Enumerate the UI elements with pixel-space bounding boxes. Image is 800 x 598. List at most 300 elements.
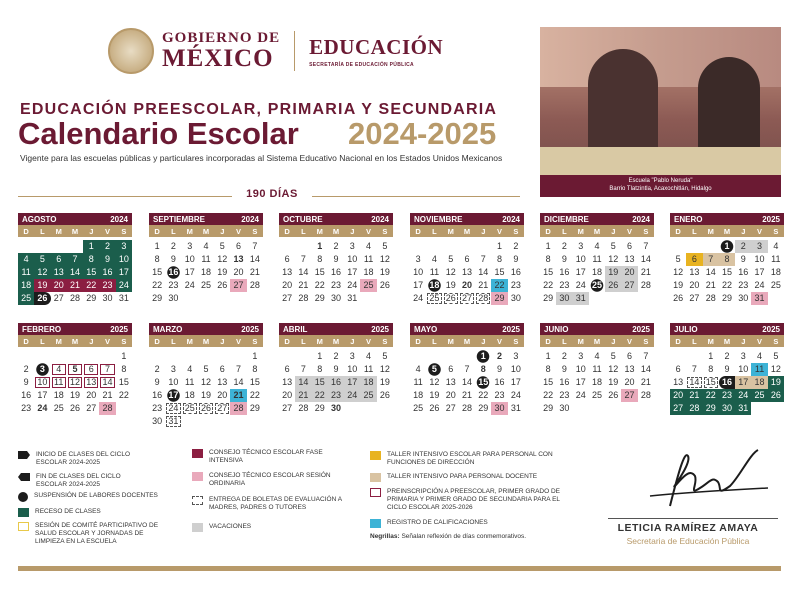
empty-day [703, 240, 719, 253]
month-year: 2025 [241, 324, 259, 334]
day-cell: 23 [559, 280, 570, 290]
day-grid [670, 240, 784, 305]
day-cell: 26 [443, 292, 459, 305]
month-year: 2025 [371, 324, 389, 334]
day-cell: 7 [691, 364, 697, 374]
day-grid [149, 350, 263, 428]
day-cell: 8 [317, 254, 323, 264]
day-cell: 22 [249, 390, 260, 400]
empty-day [51, 240, 67, 253]
day-cell: 19 [34, 279, 50, 292]
day-cell: 9 [561, 364, 567, 374]
negrillas-label: Negrillas: [370, 533, 400, 540]
weekday-label: M [577, 336, 584, 346]
day-cell: 7 [643, 351, 649, 361]
day-cell: 13 [624, 254, 635, 264]
days-rule-right [312, 196, 520, 197]
day-cell: 16 [494, 377, 505, 387]
day-cell: 4 [415, 364, 421, 374]
day-cell: 21 [461, 390, 472, 400]
weekday-label: V [497, 226, 503, 236]
day-cell: 15 [703, 376, 719, 389]
legend-receso [18, 508, 188, 517]
day-cell: 22 [478, 390, 489, 400]
weekday-header [279, 225, 393, 237]
day-cell: 31 [735, 402, 751, 415]
day-cell: 17 [116, 266, 132, 279]
day-cell: 14 [99, 376, 115, 389]
day-grid [279, 350, 393, 415]
month-header [410, 213, 524, 225]
day-cell: 4 [366, 241, 372, 251]
weekday-label: J [220, 226, 225, 236]
footer-bar [18, 566, 781, 571]
empty-day [475, 240, 491, 253]
day-cell: 4 [594, 351, 600, 361]
day-cell: 30 [510, 293, 521, 303]
day-cell: 11 [751, 363, 767, 376]
day-cell: 11 [592, 254, 602, 264]
day-cell: 2 [333, 351, 339, 361]
day-cell: 13 [282, 377, 293, 387]
day-cell: 13 [217, 377, 228, 387]
weekday-label: M [316, 336, 323, 346]
day-cell: 17 [510, 377, 521, 387]
month-name: FEBRERO [22, 324, 62, 334]
educacion-logo [309, 35, 443, 68]
day-cell: 6 [675, 364, 681, 374]
weekday-label: L [432, 336, 437, 346]
day-cell: 15 [543, 377, 554, 387]
empty-day [18, 240, 34, 253]
day-cell: 30 [330, 403, 341, 413]
weekday-label: M [577, 226, 584, 236]
day-cell: 17 [347, 267, 358, 277]
weekday-label: J [350, 336, 355, 346]
day-cell: 27 [53, 293, 64, 303]
month-header [670, 323, 784, 335]
legend-inicio-label: INICIO DE CLASES DEL CICLO ESCOLAR 2024-2025 [36, 451, 131, 466]
day-cell: 2 [23, 364, 29, 374]
day-cell: 15 [475, 376, 491, 389]
entrega-swatch [192, 496, 203, 505]
weekday-label: D [154, 336, 160, 346]
day-cell: 11 [18, 266, 34, 279]
day-cell: 10 [347, 254, 358, 264]
day-cell: 13 [673, 377, 684, 387]
day-cell: 25 [53, 403, 64, 413]
cte-ordinaria-swatch [192, 472, 203, 481]
weekday-header [540, 225, 654, 237]
day-cell: 19 [608, 377, 619, 387]
day-cell: 16 [719, 376, 735, 389]
day-cell: 3 [751, 240, 767, 253]
day-cell: 4 [366, 351, 372, 361]
day-cell: 6 [219, 364, 225, 374]
day-cell: 2 [724, 351, 730, 361]
day-cell: 22 [152, 280, 163, 290]
legend-cte-ordinaria-label: CONSEJO TÉCNICO ESCOLAR SESIÓN ORDINARIA [209, 472, 331, 487]
day-cell: 4 [51, 363, 67, 376]
weekday-label: S [643, 226, 649, 236]
day-cell: 10 [510, 364, 521, 374]
day-cell: 22 [703, 389, 719, 402]
day-cell: 6 [51, 253, 67, 266]
weekday-label: D [284, 336, 290, 346]
day-cell: 12 [34, 266, 50, 279]
month-name: ABRIL [283, 324, 308, 334]
legend-calificaciones-label: REGISTRO DE CALIFICACIONES [387, 519, 488, 526]
day-cell: 2 [561, 351, 567, 361]
weekday-header [670, 335, 784, 347]
day-grid [18, 350, 132, 415]
month-year: 2024 [632, 214, 650, 224]
day-cell: 27 [621, 279, 637, 292]
weekday-label: V [236, 336, 242, 346]
weekday-label: M [71, 226, 79, 236]
empty-day [198, 350, 214, 363]
day-cell: 27 [689, 293, 700, 303]
day-cell: 3 [349, 351, 355, 361]
negrillas-note [370, 533, 526, 540]
calificaciones-swatch [370, 519, 381, 528]
day-cell: 20 [689, 280, 700, 290]
day-cell: 3 [349, 241, 355, 251]
day-cell: 12 [379, 254, 390, 264]
legend-vacaciones-label: VACACIONES [209, 523, 252, 530]
empty-day [670, 350, 686, 363]
weekday-label: S [513, 226, 519, 236]
day-cell: 6 [236, 241, 242, 251]
day-cell: 24 [37, 403, 48, 413]
weekday-label: J [611, 336, 616, 346]
day-cell: 12 [608, 254, 619, 264]
day-cell: 24 [575, 280, 586, 290]
legend-cte-intensiva [192, 449, 332, 465]
month-name: SEPTIEMBRE [153, 214, 206, 224]
day-cell: 16 [330, 267, 341, 277]
day-cell: 5 [203, 364, 209, 374]
day-cell: 20 [670, 389, 686, 402]
month-name: JUNIO [544, 324, 569, 334]
day-cell: 17 [184, 267, 195, 277]
day-cell: 12 [217, 254, 228, 264]
day-cell: 1 [154, 241, 160, 251]
weekday-label: M [447, 226, 454, 236]
month-header [279, 323, 393, 335]
legend-inicio [18, 451, 138, 467]
day-cell: 25 [360, 279, 376, 292]
day-cell: 30 [738, 293, 749, 303]
day-cell: 10 [34, 376, 50, 389]
fin-flag-icon [18, 473, 30, 481]
preinscripcion-swatch [370, 488, 381, 497]
weekday-label: M [71, 336, 79, 346]
day-cell: 28 [686, 402, 702, 415]
weekday-label: M [186, 336, 193, 346]
day-cell: 4 [594, 241, 600, 251]
weekday-label: J [741, 336, 746, 346]
day-cell: 17 [754, 267, 765, 277]
day-cell: 21 [230, 389, 246, 402]
day-cell: 27 [230, 279, 246, 292]
day-cell: 17 [735, 376, 751, 389]
day-cell: 5 [610, 351, 616, 361]
empty-day [295, 240, 311, 253]
day-cell: 12 [608, 364, 619, 374]
day-cell: 27 [86, 403, 97, 413]
day-cell: 14 [295, 376, 311, 389]
day-cell: 25 [413, 403, 424, 413]
weekday-label: V [627, 336, 633, 346]
day-cell: 11 [771, 254, 781, 264]
day-cell: 17 [37, 390, 48, 400]
day-cell: 26 [768, 389, 784, 402]
day-cell: 3 [415, 254, 421, 264]
weekday-header [540, 335, 654, 347]
month-octubre [279, 213, 393, 305]
day-cell: 1 [121, 351, 127, 361]
day-cell: 8 [497, 254, 503, 264]
day-cell: 14 [249, 254, 260, 264]
day-cell: 8 [121, 364, 127, 374]
day-cell: 9 [154, 377, 160, 387]
day-cell: 29 [152, 293, 163, 303]
day-cell: 20 [51, 279, 67, 292]
day-cell: 13 [83, 376, 99, 389]
day-cell: 12 [200, 377, 211, 387]
day-cell: 14 [705, 267, 716, 277]
comite-swatch [18, 522, 29, 531]
day-cell: 16 [99, 266, 115, 279]
weekday-label: S [121, 336, 127, 346]
weekday-header [18, 335, 132, 347]
day-cell: 25 [751, 389, 767, 402]
weekday-label: D [415, 226, 421, 236]
weekday-header [410, 335, 524, 347]
month-name: MAYO [414, 324, 438, 334]
day-cell: 8 [708, 364, 714, 374]
day-cell: 28 [705, 293, 716, 303]
day-cell: 6 [627, 351, 633, 361]
day-cell: 1 [545, 351, 551, 361]
weekday-label: V [366, 226, 372, 236]
gobierno-logo [162, 31, 280, 71]
day-cell: 28 [69, 293, 80, 303]
month-mayo [410, 323, 524, 415]
day-cell: 12 [770, 364, 781, 374]
day-cell: 26 [379, 280, 390, 290]
legend-calificaciones [370, 519, 555, 528]
month-year: 2025 [762, 324, 780, 334]
empty-day [426, 240, 442, 253]
day-cell: 15 [249, 377, 260, 387]
calendar-subtitle: EDUCACIÓN PREESCOLAR, PRIMARIA Y SECUNDARIA [20, 101, 498, 118]
day-cell: 28 [475, 292, 491, 305]
weekday-label: L [432, 226, 437, 236]
weekday-label: J [350, 226, 355, 236]
weekday-label: L [562, 226, 567, 236]
day-cell: 28 [640, 280, 651, 290]
month-name: OCTUBRE [283, 214, 323, 224]
month-year: 2025 [110, 324, 128, 334]
day-cell: 6 [627, 241, 633, 251]
school-photo [540, 27, 781, 197]
suspension-dot-icon [18, 492, 28, 502]
empty-day [410, 350, 426, 363]
day-cell: 2 [170, 241, 176, 251]
day-cell: 26 [608, 390, 619, 400]
weekday-label: M [593, 336, 601, 346]
day-cell: 9 [740, 254, 746, 264]
day-cell: 7 [300, 254, 306, 264]
day-cell: 2 [154, 364, 160, 374]
weekday-label: S [121, 226, 127, 236]
day-cell: 7 [236, 364, 242, 374]
day-cell: 4 [431, 254, 437, 264]
day-cell: 10 [347, 364, 358, 374]
taller-dir-swatch [370, 451, 381, 460]
day-cell: 12 [67, 376, 83, 389]
empty-day [18, 350, 34, 363]
legend-taller-dir [370, 451, 555, 467]
day-cell: 31 [573, 292, 589, 305]
weekday-label: D [545, 336, 551, 346]
day-cell: 9 [99, 253, 115, 266]
photo-caption-line1: Escuela "Pablo Neruda" [628, 178, 693, 184]
day-cell: 20 [217, 390, 228, 400]
weekday-label: J [611, 226, 616, 236]
legend-taller-dir-label: TALLER INTENSIVO ESCOLAR PARA PERSONAL CON FUNCIONES DE DIRECCIÓN [387, 451, 553, 466]
day-cell: 16 [21, 390, 32, 400]
month-header [540, 323, 654, 335]
receso-swatch [18, 508, 29, 517]
month-julio [670, 323, 784, 415]
day-cell: 29 [721, 293, 732, 303]
empty-day [165, 350, 181, 363]
gob-line1: GOBIERNO DE [162, 30, 281, 46]
day-grid [410, 240, 524, 305]
day-cell: 3 [578, 351, 584, 361]
weekday-label: D [545, 226, 551, 236]
day-cell: 19 [673, 280, 684, 290]
desk [540, 147, 781, 177]
edu-line1: EDUCACIÓN [309, 34, 444, 59]
day-cell: 5 [773, 351, 779, 361]
weekday-label: J [89, 226, 94, 236]
day-cell: 3 [740, 351, 746, 361]
logo-divider [294, 31, 295, 71]
day-cell: 28 [249, 280, 260, 290]
vigente-note: Vigente para las escuelas públicas y particulares incorporadas al Sistema Educativo Nacional en los Estados Unidos Mexicanos [20, 153, 503, 163]
day-cell: 30 [330, 293, 341, 303]
day-cell: 15 [543, 267, 554, 277]
weekday-label: S [252, 336, 258, 346]
weekday-label: M [332, 336, 340, 346]
day-cell: 1 [708, 351, 714, 361]
weekday-label: M [202, 226, 210, 236]
month-marzo [149, 323, 263, 428]
edu-line2: SECRETARÍA DE EDUCACIÓN PÚBLICA [309, 61, 414, 68]
weekday-header [410, 225, 524, 237]
calendar-years: 2024-2025 [348, 116, 497, 151]
day-cell: 23 [494, 390, 505, 400]
cte-intensiva-swatch [192, 449, 203, 458]
month-name: ENERO [674, 214, 703, 224]
day-cell: 31 [510, 403, 521, 413]
day-cell: 20 [461, 280, 472, 290]
day-cell: 4 [203, 241, 209, 251]
mexico-seal-icon [108, 28, 154, 74]
day-cell: 24 [575, 390, 586, 400]
day-cell: 26 [34, 292, 50, 305]
day-cell: 1 [475, 350, 491, 363]
day-cell: 5 [448, 254, 454, 264]
weekday-label: S [513, 336, 519, 346]
day-cell: 15 [83, 266, 99, 279]
weekday-label: S [773, 336, 779, 346]
photo-caption [540, 176, 781, 193]
day-cell: 7 [99, 363, 115, 376]
month-enero [670, 213, 784, 305]
signature-line [608, 518, 778, 519]
day-cell: 23 [330, 280, 341, 290]
day-cell: 22 [118, 390, 129, 400]
day-cell: 31 [165, 415, 181, 428]
day-cell: 25 [591, 390, 602, 400]
day-cell: 21 [686, 389, 702, 402]
weekday-label: L [171, 336, 176, 346]
weekday-label: V [105, 226, 111, 236]
day-cell: 29 [86, 293, 97, 303]
day-cell: 21 [298, 280, 309, 290]
day-cell: 29 [314, 403, 325, 413]
legend-cte-ordinaria [192, 472, 332, 488]
day-cell: 1 [545, 241, 551, 251]
legend-suspension-label: SUSPENSIÓN DE LABORES DOCENTES [34, 492, 158, 499]
empty-day [670, 240, 686, 253]
day-cell: 10 [754, 254, 765, 264]
empty-day [67, 350, 83, 363]
day-cell: 27 [621, 389, 637, 402]
weekday-label: D [675, 336, 681, 346]
day-cell: 7 [643, 241, 649, 251]
day-cell: 21 [478, 280, 489, 290]
day-cell: 11 [363, 254, 374, 264]
day-cell: 29 [249, 403, 260, 413]
day-cell: 6 [83, 363, 99, 376]
day-cell: 23 [152, 403, 163, 413]
day-cell: 24 [116, 279, 132, 292]
month-diciembre [540, 213, 654, 305]
empty-day [295, 350, 311, 363]
day-cell: 15 [494, 267, 505, 277]
month-noviembre [410, 213, 524, 305]
negrillas-text: Señalan reflexión de días conmemorativos. [401, 533, 527, 540]
weekday-label: S [643, 336, 649, 346]
day-cell: 1 [83, 240, 99, 253]
legend-entrega [192, 496, 342, 512]
day-cell: 12 [673, 267, 684, 277]
day-cell: 23 [738, 280, 749, 290]
day-cell: 20 [86, 390, 97, 400]
day-cell: 13 [233, 254, 244, 264]
month-junio [540, 323, 654, 415]
day-cell: 18 [360, 376, 376, 389]
empty-day [51, 350, 67, 363]
day-cell: 5 [426, 363, 442, 376]
month-septiembre [149, 213, 263, 305]
